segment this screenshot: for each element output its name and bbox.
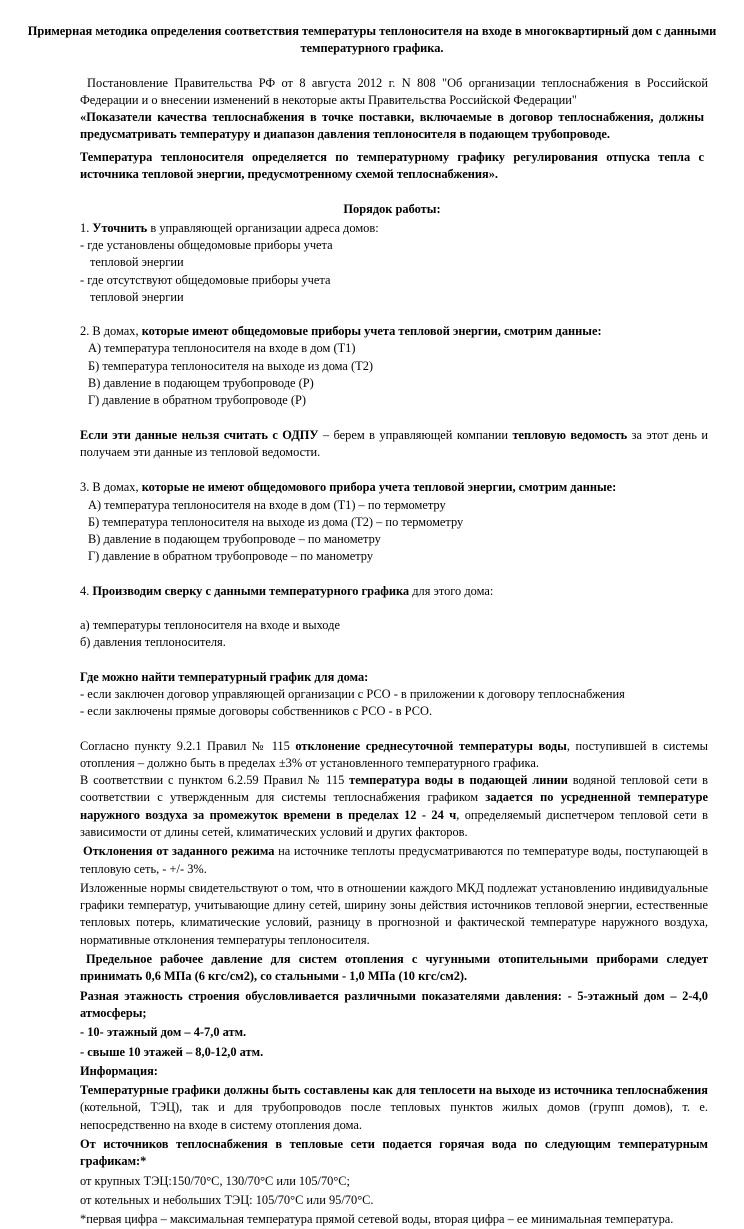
odpu-bold-2: тепловую ведомость	[512, 427, 628, 442]
step2-line	[80, 323, 704, 340]
step3-item: А) температура теплоносителя на входе в дом (Т1) – по термометру	[88, 497, 446, 512]
step4-number: 4.	[80, 583, 90, 598]
odpu-paragraph	[80, 427, 708, 462]
rule-6-bold-2: задается по усредненной температуре наружного воздуха за промежуток времени в пределах 12 - 24 ч	[80, 790, 708, 822]
step4-rest: для этого дома:	[409, 583, 494, 598]
step1-item-b1: - где отсутствуют общедомовые приборы учета	[80, 272, 331, 287]
sources-line-2: от котельных и небольших ТЭЦ: 105/70°С или 95/70°С.	[80, 1192, 374, 1207]
decree-intro: Постановление Правительства РФ от 8 августа 2012 г. N 808 "Об организации теплоснабжения в Российской Федерации и о внесении изменений в некоторые акты Правительства Российской Федерации"	[80, 75, 708, 107]
step3-line	[80, 479, 704, 496]
floors-line-3: - свыше 10 этажей – 8,0-12,0 атм.	[80, 1044, 264, 1059]
step2-item: В) давление в подающем трубопроводе (Р)	[88, 376, 314, 391]
decree-quote: «Показатели качества теплоснабжения в точке поставки, включаемые в договор теплоснабжения, должны предусматривать температуру и диапазон давления теплоносителя в подающем трубопроводе.	[80, 110, 704, 142]
schedules-bold: Температурные графики должны быть составлены как для теплосети на выходе из источника теплоснабжения	[80, 1083, 708, 1098]
rule-9-rest: , поступившей в системы отопления – должно быть в пределах ±3% от установленного температурного графика.	[80, 738, 708, 770]
deviation-bold: Отклонения от заданного режима	[83, 844, 275, 859]
step2-number: 2. В домах,	[80, 324, 139, 339]
deviation-paragraph	[80, 843, 708, 878]
step1-line	[80, 220, 704, 237]
step4-bold: Производим сверку с данными температурного графика	[92, 583, 410, 598]
step1-number: 1.	[80, 220, 90, 235]
step1-item-a2: тепловой энергии	[90, 255, 184, 270]
order-heading: Порядок работы:	[343, 202, 441, 217]
schedules-paragraph	[80, 1082, 708, 1134]
rule-6-mid: водяной тепловой сети в соответствии с утвержденным для системы теплоснабжения графиком	[80, 773, 708, 805]
step1-bold: Уточнить	[92, 220, 148, 235]
step4-item-a: а) температуры теплоносителя на входе и выходе	[80, 618, 340, 633]
document-title: Примерная методика определения соответствия температуры теплоносителя на входе в многоквартирный дом с данными температурного графика.	[27, 24, 717, 56]
step1-item-b2: тепловой энергии	[90, 289, 184, 304]
floors-line-1: Разная этажность строения обусловливается различными показателями давления: - 5-этажный дом – 2-4,0 атмосферы;	[80, 988, 708, 1020]
rule-6-2-59	[0, 772, 708, 841]
rule-9-pre: Согласно пункту 9.2.1 Правил № 115	[80, 738, 296, 753]
odpu-bold-1: Если эти данные нельзя считать с ОДПУ	[80, 427, 319, 442]
rule-6-pre: В соответствии с пунктом 6.2.59 Правил № 115	[80, 773, 350, 788]
schedules-rest: (котельной, ТЭЦ), так и для трубопроводов после тепловых пунктов жилых домов (групп домов), т. е. непосредственно на входе в систему отопления дома.	[80, 1100, 708, 1132]
step3-bold: которые не имеют общедомового прибора учета тепловой энергии, смотрим данные:	[141, 480, 617, 495]
step2-bold: которые имеют общедомовые приборы учета тепловой энергии, смотрим данные:	[141, 324, 602, 339]
info-heading: Информация:	[80, 1063, 158, 1078]
step2-item: Б) температура теплоносителя на выходе из дома (Т2)	[88, 358, 374, 373]
sources-line-1: от крупных ТЭЦ:150/70°С, 130/70°С или 105/70°С;	[80, 1173, 351, 1188]
odpu-rest: за этот день и получаем эти данные из тепловой ведомости.	[80, 427, 708, 459]
step4-item-b: б) давления теплоносителя.	[80, 635, 226, 650]
step1-item-a1: - где установлены общедомовые приборы учета	[80, 237, 333, 252]
odpu-mid: – берем в управляющей компании	[318, 427, 513, 442]
sources-heading: От источников теплоснабжения в тепловые сети подается горячая вода по следующим температурным графикам:*	[80, 1137, 708, 1169]
floors-line-2: - 10- этажный дом – 4-7,0 атм.	[80, 1025, 247, 1040]
where-line-1: - если заключен договор управляющей организации с РСО - в приложении к договору теплоснабжения	[80, 686, 625, 701]
deviation-rest: на источнике теплоты предусматриваются по температуре воды, поступающей в тепловую сеть, - +/- 3%.	[80, 844, 709, 876]
sources-footnote: *первая цифра – максимальная температура прямой сетевой воды, вторая цифра – ее минимальная температура.	[80, 1212, 674, 1227]
rule-6-rest: , определяемый диспетчером тепловой сети в зависимости от длины сетей, климатических условий и других факторов.	[80, 807, 708, 839]
temperature-definition: Температура теплоносителя определяется по температурному графику регулирования отпуска тепла с источника тепловой энергии, предусмотренному схемой теплоснабжения».	[80, 149, 704, 182]
step3-item: В) давление в подающем трубопроводе – по манометру	[88, 532, 381, 547]
step2-item: Г) давление в обратном трубопроводе (Р)	[88, 393, 306, 408]
step3-item: Б) температура теплоносителя на выходе из дома (Т2) – по термометру	[88, 514, 464, 529]
rule-9-2-1	[0, 738, 708, 773]
pressure-paragraph: Предельное рабочее давление для систем отопления с чугунными отопительными приборами следует принимать 0,6 МПа (6 кгс/см2), со стальными - 1,0 МПа (10 кгс/см2).	[80, 952, 708, 984]
norms-paragraph: Изложенные нормы свидетельствуют о том, что в отношении каждого МКД подлежат установлению индивидуальные графики температур, учитывающие длину сетей, ширину зоны действия источников тепловой энергии, естественные тепловых потерь, климатические условий, разницу в прогнозной и фактической температуре наружного воздуха, нормативные отклонения температуры теплоносителя.	[80, 880, 708, 947]
step1-rest: в управляющей организации адреса домов:	[150, 220, 379, 235]
step2-item: А) температура теплоносителя на входе в дом (Т1)	[88, 341, 356, 356]
rule-9-bold: отклонение среднесуточной температуры воды	[295, 738, 567, 753]
step3-item: Г) давление в обратном трубопроводе – по манометру	[88, 549, 374, 564]
where-line-2: - если заключены прямые договоры собственников с РСО - в РСО.	[80, 704, 433, 719]
rule-6-bold-1: температура воды в подающей линии	[349, 773, 568, 788]
step3-number: 3. В домах,	[80, 480, 139, 495]
where-heading: Где можно найти температурный график для дома:	[80, 669, 369, 684]
step4-line	[80, 583, 704, 600]
